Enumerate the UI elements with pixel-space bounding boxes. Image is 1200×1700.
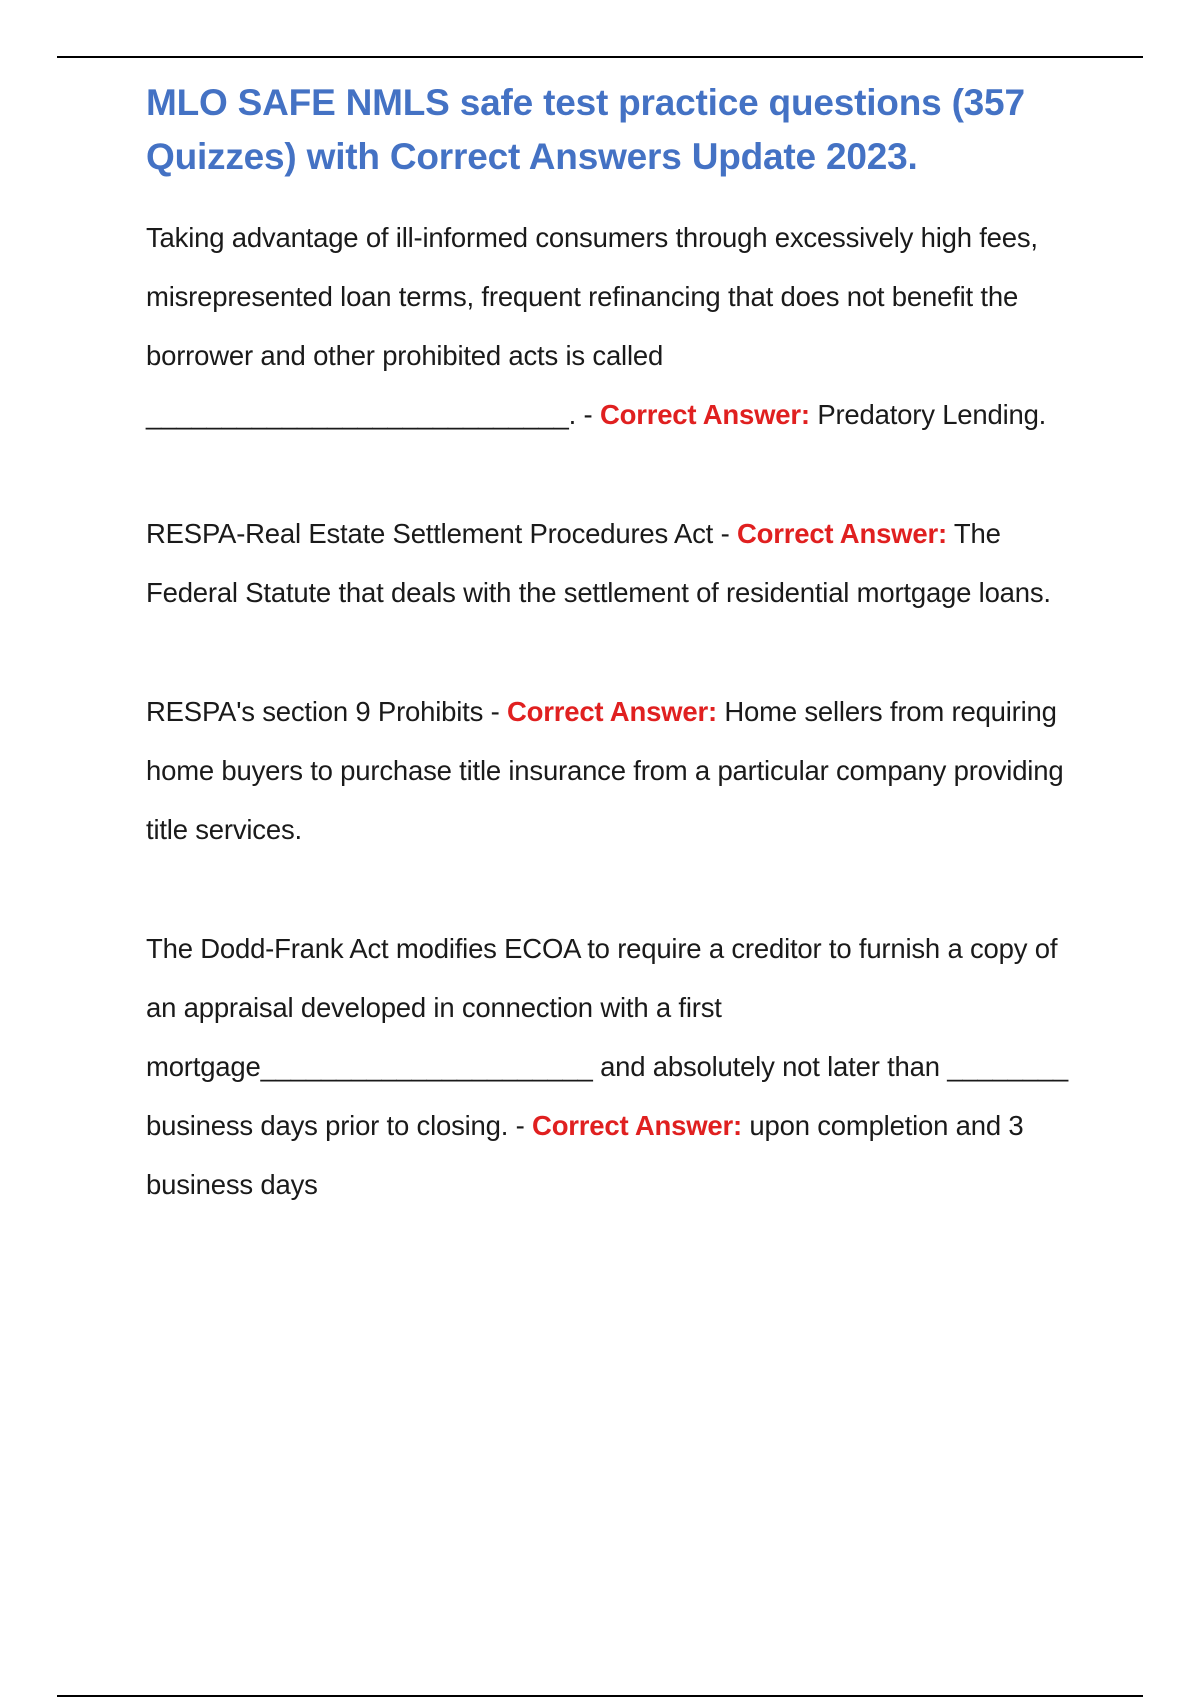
answer-text: upon completion and 3 business days [146, 1110, 1024, 1200]
question-text: Taking advantage of ill-informed consumers through excessively high fees, misrepresented loan terms, frequent refinancing that does not benefit the borrower and other prohibited acts is called ____________________________. - [146, 222, 1038, 430]
qa-item [146, 919, 1086, 1214]
question-text: The Dodd-Frank Act modifies ECOA to require a creditor to furnish a copy of an appraisal developed in connection with a first mortgage______________________ and absolutely not later than ________ business days prior to closing. - [146, 933, 1069, 1141]
qa-item [146, 208, 1086, 444]
bottom-rule [57, 1695, 1143, 1697]
answer-text: Home sellers from requiring home buyers to purchase title insurance from a particular company providing title services. [146, 696, 1064, 845]
qa-item [146, 504, 1086, 622]
answer-text: Predatory Lending. [817, 399, 1047, 430]
correct-answer-label: Correct Answer: [599, 399, 810, 430]
document-body [146, 76, 1086, 1214]
answer-text: The Federal Statute that deals with the settlement of residential mortgage loans. [146, 518, 1051, 608]
question-text: RESPA's section 9 Prohibits - [146, 696, 500, 727]
question-text: RESPA-Real Estate Settlement Procedures Act - [146, 518, 730, 549]
document-title: MLO SAFE NMLS safe test practice questions (357 Quizzes) with Correct Answers Update 2023. [146, 82, 1025, 177]
top-rule [57, 56, 1143, 58]
correct-answer-label: Correct Answer: [736, 518, 947, 549]
correct-answer-label: Correct Answer: [532, 1110, 742, 1141]
qa-item [146, 682, 1086, 859]
correct-answer-label: Correct Answer: [506, 696, 717, 727]
